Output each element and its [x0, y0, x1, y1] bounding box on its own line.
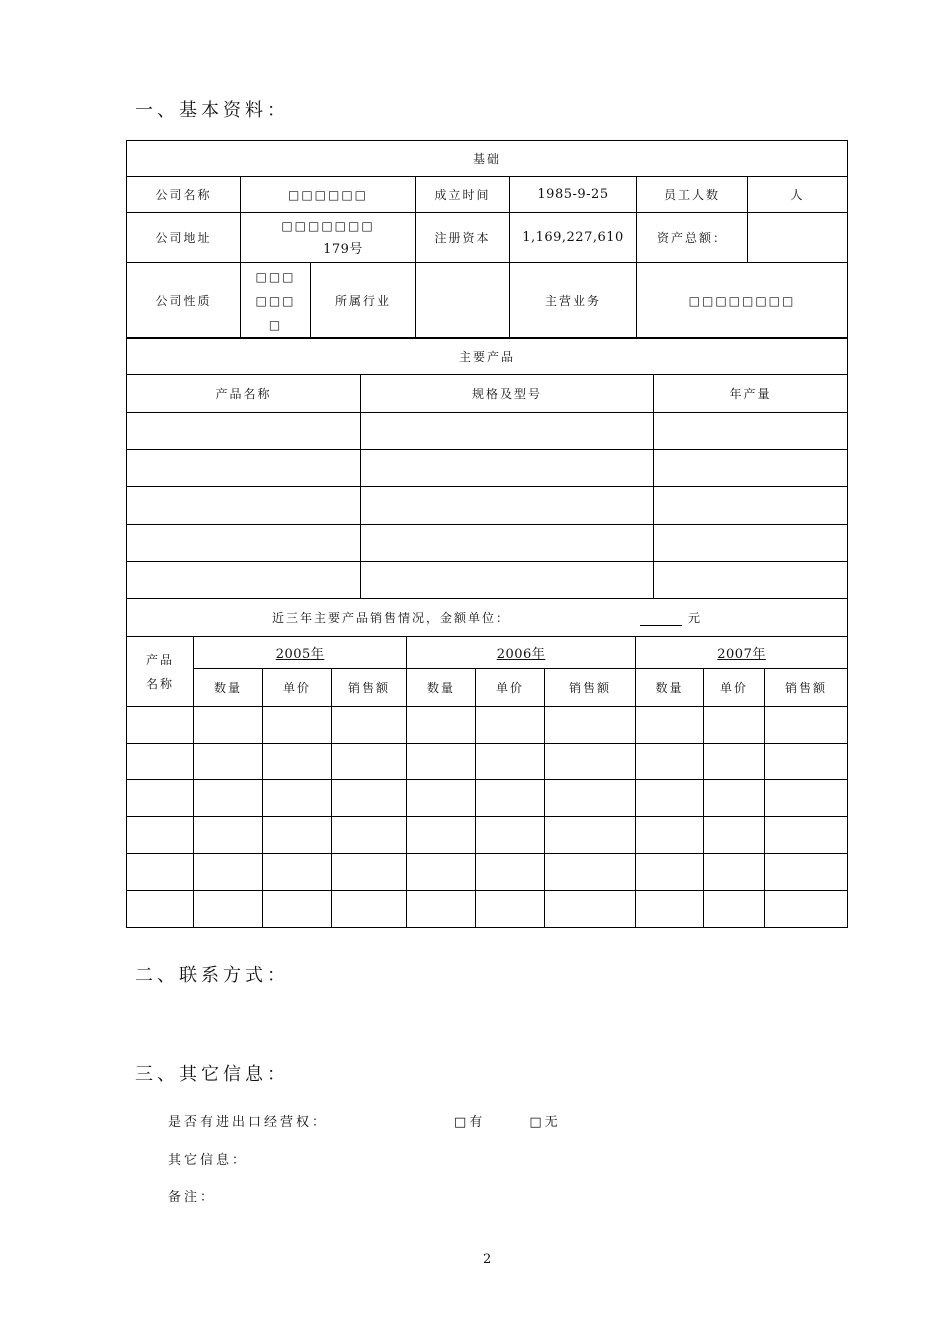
subcol-quantity: 数量: [636, 669, 704, 707]
table-row: [127, 487, 848, 525]
subcol-price: 单价: [263, 669, 332, 707]
label-industry: 所属行业: [311, 263, 416, 339]
option-yes[interactable]: □有: [454, 1115, 486, 1130]
page-number: 2: [483, 1252, 492, 1267]
section-title-basic: 一、基本资料：: [135, 100, 289, 121]
sales-table: [126, 598, 848, 928]
value-address: [241, 213, 416, 263]
section-title-contact: 二、联系方式：: [135, 965, 289, 986]
products-table: [126, 337, 848, 599]
value-capital: 1,169,227,610: [510, 213, 637, 263]
sales-header-text: 近三年主要产品销售情况，金额单位：: [272, 611, 511, 625]
subcol-sales: 销售额: [765, 669, 848, 707]
address-line-1: □□□□□□□: [281, 218, 375, 233]
subcol-sales: 销售额: [545, 669, 636, 707]
table-row: [127, 562, 848, 599]
label-capital: 注册资本: [416, 213, 510, 263]
value-industry: [416, 263, 510, 339]
year-2006: 2006年: [407, 637, 636, 669]
table-row: [127, 780, 848, 817]
address-line-2: 179号: [323, 241, 363, 257]
option-no[interactable]: □无: [529, 1115, 561, 1130]
col-spec: 规格及型号: [361, 375, 654, 413]
subcol-quantity: 数量: [194, 669, 263, 707]
company-type-line-1: □□□: [255, 269, 296, 284]
value-total-assets: [748, 213, 848, 263]
label-address: 公司地址: [127, 213, 241, 263]
subcol-sales: 销售额: [332, 669, 407, 707]
subcol-quantity: 数量: [407, 669, 476, 707]
col-product-line-2: 名称: [145, 676, 174, 691]
products-header: 主要产品: [127, 338, 848, 375]
label-employees: 员工人数: [637, 177, 748, 213]
value-employees: 人: [748, 177, 848, 213]
import-export-label: 是否有进出口经营权：: [168, 1115, 329, 1130]
table-row: [127, 891, 848, 928]
subcol-price: 单价: [476, 669, 545, 707]
col-annual-output: 年产量: [654, 375, 848, 413]
value-company-type: [241, 263, 311, 339]
value-founded: 1985-9-25: [510, 177, 637, 213]
col-product-line-1: 产品: [145, 652, 174, 667]
company-type-line-2: □□□: [255, 293, 296, 308]
label-founded: 成立时间: [416, 177, 510, 213]
sales-header: [127, 599, 848, 637]
col-product: [127, 637, 194, 707]
table-row: [127, 817, 848, 854]
year-2007: 2007年: [636, 637, 848, 669]
table-row: [127, 744, 848, 780]
section-title-other: 三、其它信息：: [135, 1064, 289, 1085]
table-row: [127, 707, 848, 744]
table-row: [127, 413, 848, 450]
label-total-assets: 资产总额：: [637, 213, 748, 263]
col-product-name: 产品名称: [127, 375, 361, 413]
table-row: [127, 525, 848, 562]
table-row: [127, 854, 848, 891]
table-row: [127, 450, 848, 487]
other-info-label: 其它信息：: [168, 1153, 249, 1168]
year-2005: 2005年: [194, 637, 407, 669]
value-main-business: □□□□□□□□: [637, 263, 848, 339]
label-company-name: 公司名称: [127, 177, 241, 213]
value-company-name: □□□□□□: [241, 177, 416, 213]
subcol-price: 单价: [704, 669, 765, 707]
label-main-business: 主营业务: [510, 263, 637, 339]
unit-blank: [640, 613, 682, 626]
basic-header: 基础: [127, 141, 848, 177]
company-type-line-3: □: [268, 317, 283, 332]
basic-info-table: [126, 140, 848, 339]
import-export-line: [168, 1111, 561, 1130]
remarks-label: 备注：: [168, 1190, 217, 1205]
sales-unit: 元: [688, 611, 703, 625]
label-company-type: 公司性质: [127, 263, 241, 339]
